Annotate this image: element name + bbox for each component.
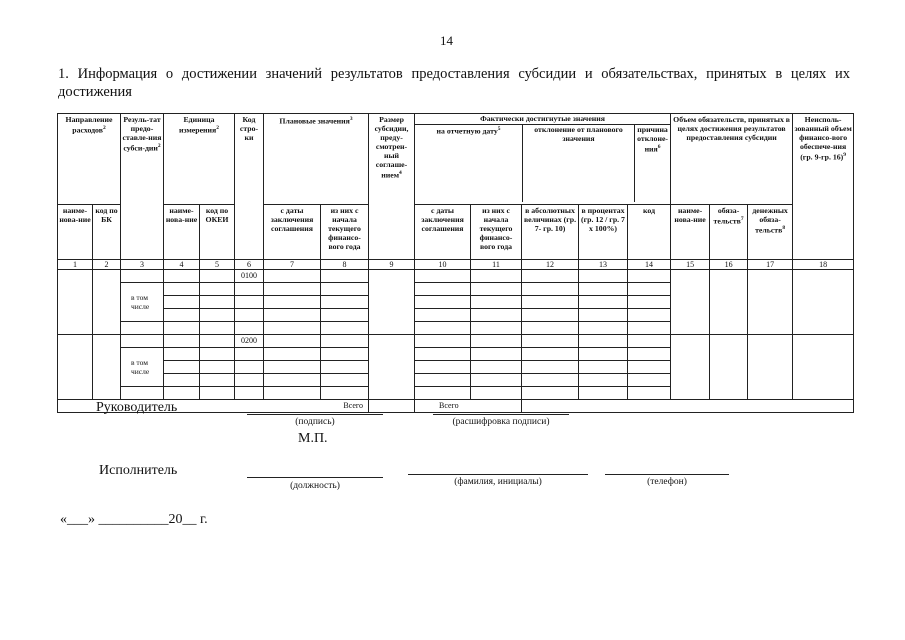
col-number: 17 [748,260,793,270]
col-number: 9 [369,260,415,270]
row-code: 0100 [235,270,264,283]
position-line [247,477,383,478]
sub-planned-from-date: с даты заключения соглашения [264,205,321,260]
col-number: 10 [415,260,471,270]
page-number: 14 [440,33,453,48]
total-label: Всего [58,400,369,413]
col-number: 16 [710,260,748,270]
signature-caption: (подпись) [295,417,335,427]
header-unit: Единица измерения$^2$ [164,114,235,205]
col-number: 4 [164,260,200,270]
header-direction: Направление расходов$^2$ [58,114,121,205]
sub-okei: код по ОКЕИ [200,205,235,260]
phone-line [605,474,729,475]
results-table [57,113,854,413]
col-number: 1 [58,260,93,270]
header-actual: Фактически достигнутые значения на отчетную дату$^5$ отклонение от планового значения причина отклоне-ния$^6$ [415,114,671,205]
col-number: 15 [671,260,710,270]
header-actual-date: на отчетную дату$^5$ [415,125,523,202]
section-heading: 1. Информация о достижении значений результатов предоставления субсидии и обязательствах, принятых в целях их достижения [58,66,850,100]
decode-caption: (расшифровка подписи) [452,417,550,427]
sub-obligation-name: наиме-нова-ние [671,205,710,260]
header-reason: причина отклоне-ния$^6$ [637,125,669,154]
sub-obligations: обяза-тельств$^7$ [710,205,748,260]
row-code: 0200 [235,335,264,348]
total-label-actual: Всего [415,400,522,413]
col-number: 7 [264,260,321,270]
col-number: 14 [628,260,671,270]
header-unused: Неисполь-зованный объем финансо-вого обеспече-ния (гр. 9-гр. 16)$^9$ [793,114,854,260]
sub-deviation-abs: в абсолютных величинах (гр. 7- гр. 10) [522,205,579,260]
header-result: Резуль-тат предо-ставле-ния субси-дии$^2$ [121,114,164,260]
col-number: 3 [121,260,164,270]
decode-line [433,414,569,415]
sub-actual-from-date: с даты заключения соглашения [415,205,471,260]
sub-deviation-pct: в процентах (гр. 12 / гр. 7 х 100%) [579,205,628,260]
including-label: в том числе [121,348,164,387]
header-row-code: Код стро-ки [235,114,264,260]
signature-line [247,414,383,415]
sub-reason-code: код [628,205,671,260]
sub-money-obligations: денежных обяза-тельств$^8$ [748,205,793,260]
table-row [58,270,854,283]
col-number: 18 [793,260,854,270]
name-caption: (фамилия, инициалы) [454,477,542,487]
sub-code-bk: код по БК [93,205,121,260]
stamp-label: М.П. [298,431,328,446]
phone-caption: (телефон) [647,477,687,487]
executor-label: Исполнитель [99,463,178,478]
including-label: в том числе [121,283,164,322]
column-numbers-row [58,260,854,270]
header-subsidy-size: Размер субсидии, преду-смотрен-ный соглаше-нием$^4$ [369,114,415,260]
date-line: «___» __________20__ г. [60,512,208,527]
col-number: 8 [321,260,369,270]
header-deviation: отклонение от планового значения [523,125,635,202]
header-planned: Плановые значения$^3$ [264,114,369,205]
sub-actual-from-year: из них с начала текущего финансо-вого года [471,205,522,260]
sub-direction-name: наиме-нова-ние [58,205,93,260]
col-number: 2 [93,260,121,270]
col-number: 12 [522,260,579,270]
col-number: 13 [579,260,628,270]
col-number: 6 [235,260,264,270]
col-number: 5 [200,260,235,270]
col-number: 11 [471,260,522,270]
name-line [408,474,588,475]
sub-unit-name: наиме-нова-ние [164,205,200,260]
table-row [58,335,854,348]
head-label: Руководитель [96,400,178,415]
header-obligations: Объем обязательств, принятых в целях достижения результатов предоставления субсидии [671,114,793,205]
position-caption: (должность) [290,481,340,491]
sub-planned-from-year: из них с начала текущего финансо-вого года [321,205,369,260]
